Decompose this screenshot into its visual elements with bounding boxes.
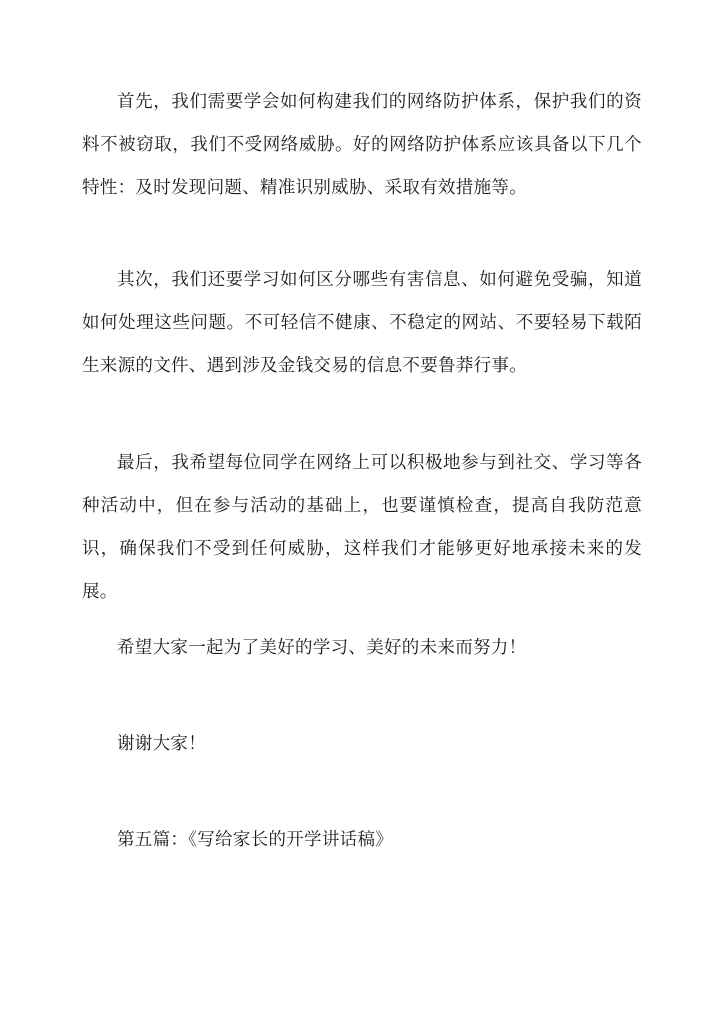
paragraph-identify-harmful-info: 其次，我们还要学习如何区分哪些有害信息、如何避免受骗，知道如何处理这些问题。不可轻信不健康、不稳定的网站、不要轻易下载陌生来源的文件、遇到涉及金钱交易的信息不要鲁莽行事。 [82, 270, 642, 376]
paragraph-thanks: 谢谢大家！ [117, 734, 206, 754]
paragraph-active-participation: 最后，我希望每位同学在网络上可以积极地参与到社交、学习等各种活动中，但在参与活动的基础上，也要谨慎检查，提高自我防范意识，确保我们不受到任何威胁，这样我们才能够更好地承接未来的发展。 [82, 453, 642, 602]
paragraph-encouragement: 希望大家一起为了美好的学习、美好的未来而努力！ [117, 638, 527, 658]
section-heading-fifth-speech: 第五篇：《写给家长的开学讲话稿》 [117, 830, 394, 850]
paragraph-network-protection: 首先，我们需要学会如何构建我们的网络防护体系，保护我们的资料不被窃取，我们不受网络威胁。好的网络防护体系应该具备以下几个特性：及时发现问题、精准识别威胁、采取有效措施等。 [82, 92, 642, 198]
